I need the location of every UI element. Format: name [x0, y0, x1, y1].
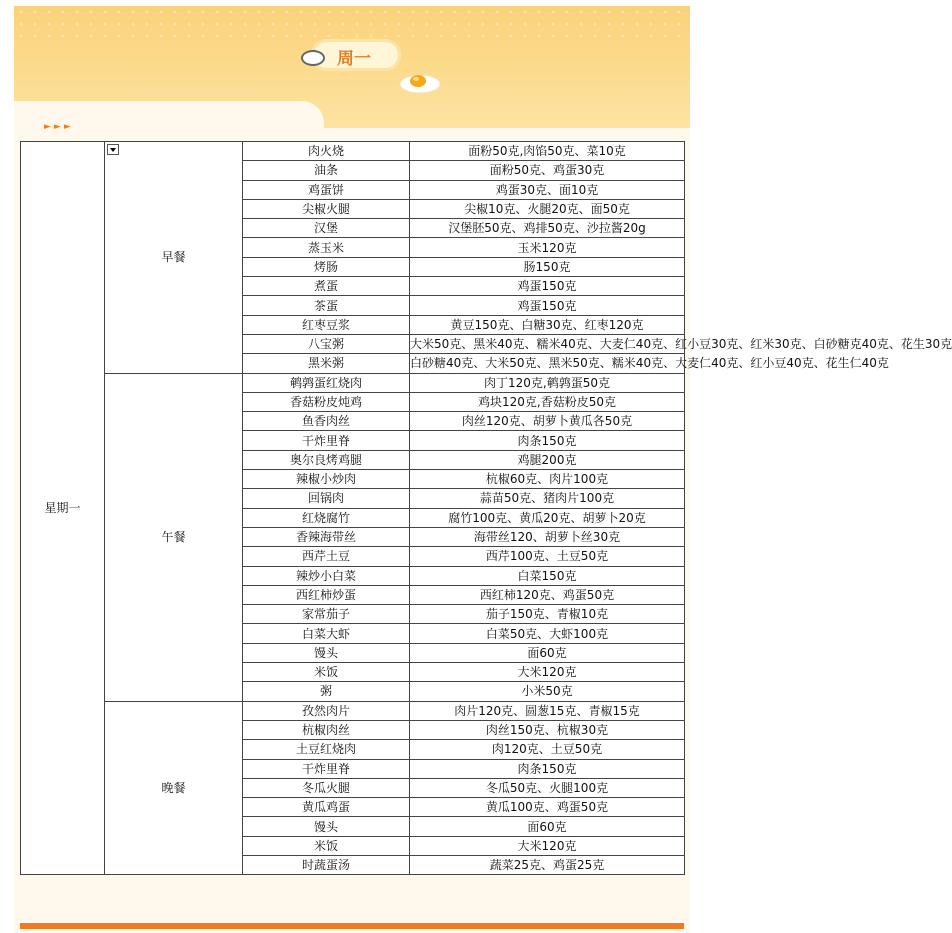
- dish-cell: 鱼香肉丝: [243, 412, 410, 431]
- day-label: 星期一: [21, 142, 105, 875]
- ingredients-cell: 鸡蛋30克、面10克: [410, 180, 685, 199]
- dish-cell: 烤肠: [243, 257, 410, 276]
- meal-label-text: 早餐: [161, 250, 186, 265]
- ingredients-cell: 面60克: [410, 643, 685, 662]
- dish-cell: 奥尔良烤鸡腿: [243, 450, 410, 469]
- dish-cell: 黑米粥: [243, 354, 410, 373]
- dish-cell: 茶蛋: [243, 296, 410, 315]
- ingredients-cell: 茄子150克、青椒10克: [410, 605, 685, 624]
- ingredients-cell: 白砂糖40克、大米50克、黑米50克、糯米40克、大麦仁40克、红小豆40克、花生仁40克: [410, 354, 685, 373]
- dish-cell: 杭椒肉丝: [243, 720, 410, 739]
- ingredients-cell: 西红柿120克、鸡蛋50克: [410, 585, 685, 604]
- ingredients-cell: 腐竹100克、黄瓜20克、胡萝卜20克: [410, 508, 685, 527]
- dish-cell: 馒头: [243, 817, 410, 836]
- ingredients-cell: 鸡块120克,香菇粉皮50克: [410, 392, 685, 411]
- ingredients-cell: 肉丝150克、杭椒30克: [410, 720, 685, 739]
- dish-cell: 米饭: [243, 836, 410, 855]
- ingredients-cell: 西芹100克、土豆50克: [410, 547, 685, 566]
- ingredients-cell: 汉堡胚50克、鸡排50克、沙拉酱20g: [410, 219, 685, 238]
- dish-cell: 鸡蛋饼: [243, 180, 410, 199]
- dish-cell: 蒸玉米: [243, 238, 410, 257]
- ingredients-cell: 小米50克: [410, 682, 685, 701]
- ingredients-cell: 肠150克: [410, 257, 685, 276]
- dish-cell: 香辣海带丝: [243, 527, 410, 546]
- dish-cell: 白菜大虾: [243, 624, 410, 643]
- ingredients-cell: 肉条150克: [410, 431, 685, 450]
- dish-cell: 西芹土豆: [243, 547, 410, 566]
- dish-cell: 肉火烧: [243, 142, 410, 161]
- dish-cell: 辣炒小白菜: [243, 566, 410, 585]
- dish-cell: 油条: [243, 161, 410, 180]
- ingredients-cell: 面60克: [410, 817, 685, 836]
- bottom-accent-bar: [20, 923, 684, 929]
- table-row: [21, 142, 685, 161]
- ingredients-cell: 杭椒60克、肉片100克: [410, 470, 685, 489]
- dish-cell: 粥: [243, 682, 410, 701]
- ingredients-cell: 肉丁120克,鹌鹑蛋50克: [410, 373, 685, 392]
- ingredients-cell: 鸡蛋150克: [410, 277, 685, 296]
- ingredients-cell: 白菜150克: [410, 566, 685, 585]
- table-row: [21, 701, 685, 720]
- ingredients-cell: 蒜苗50克、猪肉片100克: [410, 489, 685, 508]
- ingredients-cell: 大米50克、黑米40克、糯米40克、大麦仁40克、红小豆30克、红米30克、白砂糖克40克、花生30克: [410, 334, 685, 353]
- dropdown-arrow-icon[interactable]: [107, 144, 119, 155]
- ingredients-cell: 黄豆150克、白糖30克、红枣120克: [410, 315, 685, 334]
- meal-label-text: 午餐: [161, 530, 186, 545]
- ingredients-cell: 冬瓜50克、火腿100克: [410, 778, 685, 797]
- ingredients-cell: 玉米120克: [410, 238, 685, 257]
- meal-label-dinner: [105, 701, 243, 875]
- dish-cell: 红枣豆浆: [243, 315, 410, 334]
- ingredients-cell: 肉片120克、圆葱15克、青椒15克: [410, 701, 685, 720]
- menu-table: [20, 141, 952, 875]
- ingredients-cell: 肉条150克: [410, 759, 685, 778]
- ingredients-cell: 白菜50克、大虾100克: [410, 624, 685, 643]
- dish-cell: 鹌鹑蛋红烧肉: [243, 373, 410, 392]
- dish-cell: 干炸里脊: [243, 431, 410, 450]
- dish-cell: 黄瓜鸡蛋: [243, 798, 410, 817]
- ingredients-cell: 黄瓜100克、鸡蛋50克: [410, 798, 685, 817]
- dish-cell: 尖椒火腿: [243, 199, 410, 218]
- ring-icon: [301, 50, 325, 66]
- dish-cell: 馒头: [243, 643, 410, 662]
- ingredients-cell: 鸡蛋150克: [410, 296, 685, 315]
- dish-cell: 红烧腐竹: [243, 508, 410, 527]
- dish-cell: 煮蛋: [243, 277, 410, 296]
- section-arrows: ►►►: [44, 122, 74, 132]
- fried-egg-icon: [398, 69, 442, 95]
- meal-label-text: 晚餐: [161, 780, 186, 795]
- dish-cell: 米饭: [243, 663, 410, 682]
- dish-cell: 汉堡: [243, 219, 410, 238]
- ingredients-cell: 面粉50克,肉馅50克、菜10克: [410, 142, 685, 161]
- page-title: 周一: [337, 49, 371, 69]
- ingredients-cell: 肉丝120克、胡萝卜黄瓜各50克: [410, 412, 685, 431]
- ingredients-cell: 海带丝120、胡萝卜丝30克: [410, 527, 685, 546]
- ingredients-cell: 大米120克: [410, 663, 685, 682]
- dish-cell: 八宝粥: [243, 334, 410, 353]
- dish-cell: 孜然肉片: [243, 701, 410, 720]
- dish-cell: 香菇粉皮炖鸡: [243, 392, 410, 411]
- header-tab: [14, 101, 324, 141]
- ingredients-cell: 尖椒10克、火腿20克、面50克: [410, 199, 685, 218]
- ingredients-cell: 大米120克: [410, 836, 685, 855]
- ingredients-cell: 面粉50克、鸡蛋30克: [410, 161, 685, 180]
- dish-cell: 西红柿炒蛋: [243, 585, 410, 604]
- dish-cell: 干炸里脊: [243, 759, 410, 778]
- dish-cell: 辣椒小炒肉: [243, 470, 410, 489]
- ingredients-cell: 肉120克、土豆50克: [410, 740, 685, 759]
- dish-cell: 土豆红烧肉: [243, 740, 410, 759]
- meal-label-lunch: [105, 373, 243, 701]
- dish-cell: 冬瓜火腿: [243, 778, 410, 797]
- table-row: [21, 373, 685, 392]
- ingredients-cell: 鸡腿200克: [410, 450, 685, 469]
- dish-cell: 家常茄子: [243, 605, 410, 624]
- meal-label-breakfast: [105, 142, 243, 374]
- dish-cell: 回锅肉: [243, 489, 410, 508]
- dish-cell: 时蔬蛋汤: [243, 855, 410, 874]
- ingredients-cell: 蔬菜25克、鸡蛋25克: [410, 855, 685, 874]
